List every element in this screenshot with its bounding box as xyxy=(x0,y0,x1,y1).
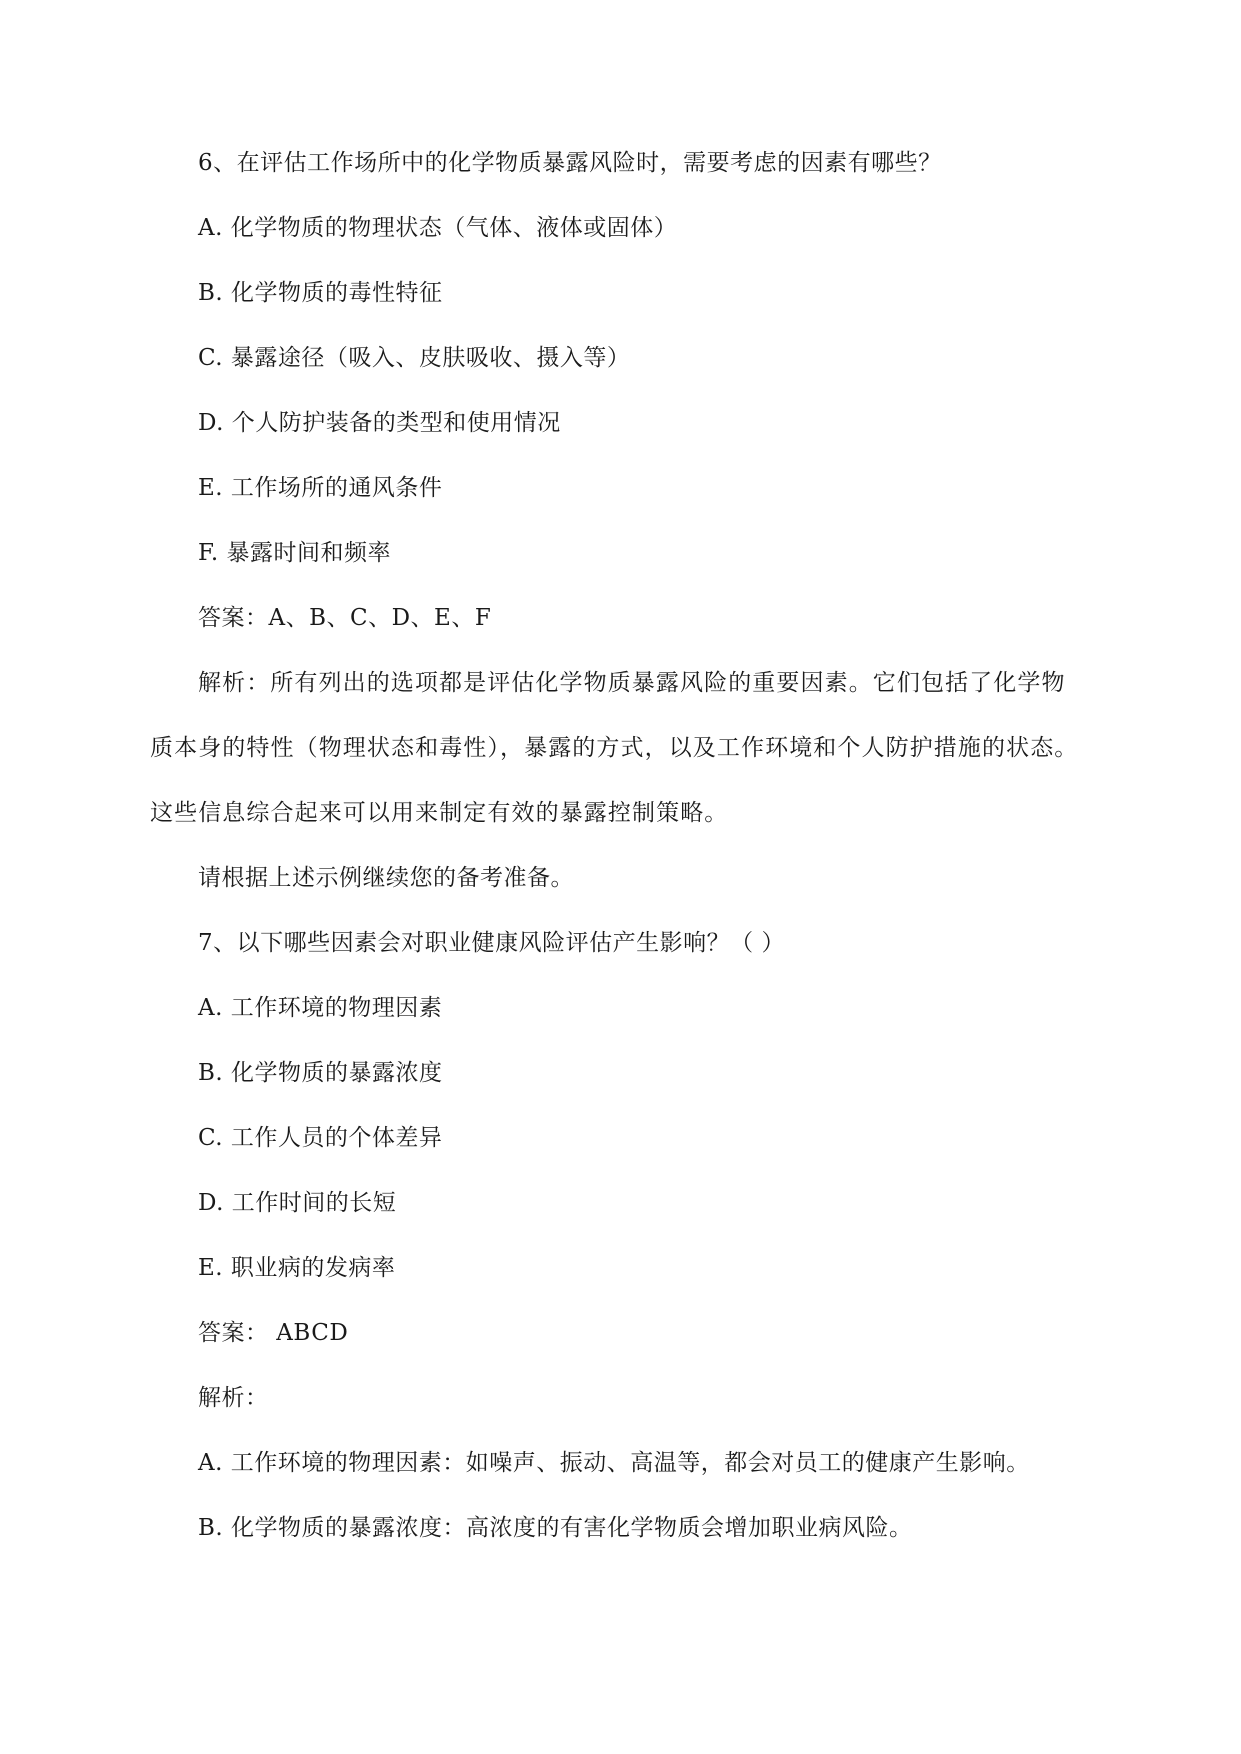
q6-option-f: F. 暴露时间和频率 xyxy=(198,540,391,566)
q7-analysis-label: 解析： xyxy=(198,1385,269,1411)
q6-analysis-line-1: 解析：所有列出的选项都是评估化学物质暴露风险的重要因素。它们包括了化学物 xyxy=(198,670,1066,696)
study-note: 请根据上述示例继续您的备考准备。 xyxy=(198,865,574,891)
q7-answer: 答案： ABCD xyxy=(198,1320,349,1346)
q7-option-a: A. 工作环境的物理因素 xyxy=(198,995,443,1021)
q7-option-e: E. 职业病的发病率 xyxy=(198,1255,396,1281)
q6-analysis-line-2: 质本身的特性（物理状态和毒性），暴露的方式，以及工作环境和个人防护措施的状态。 xyxy=(150,735,1079,761)
question-7: 7、以下哪些因素会对职业健康风险评估产生影响？（ ） xyxy=(198,930,785,956)
q7-analysis-item-a: A. 工作环境的物理因素：如噪声、振动、高温等，都会对员工的健康产生影响。 xyxy=(198,1450,1030,1476)
q6-option-c: C. 暴露途径（吸入、皮肤吸收、摄入等） xyxy=(198,345,631,371)
question-6: 6、在评估工作场所中的化学物质暴露风险时，需要考虑的因素有哪些？ xyxy=(198,150,942,176)
q6-answer: 答案：A、B、C、D、E、F xyxy=(198,605,492,631)
q7-option-d: D. 工作时间的长短 xyxy=(198,1190,397,1216)
q6-option-d: D. 个人防护装备的类型和使用情况 xyxy=(198,410,561,436)
q6-option-b: B. 化学物质的毒性特征 xyxy=(198,280,443,306)
q7-analysis-item-b: B. 化学物质的暴露浓度：高浓度的有害化学物质会增加职业病风险。 xyxy=(198,1515,913,1541)
q7-option-c: C. 工作人员的个体差异 xyxy=(198,1125,443,1151)
q6-option-a: A. 化学物质的物理状态（气体、液体或固体） xyxy=(198,215,678,241)
q6-analysis-line-3: 这些信息综合起来可以用来制定有效的暴露控制策略。 xyxy=(150,800,729,826)
q6-option-e: E. 工作场所的通风条件 xyxy=(198,475,443,501)
q7-option-b: B. 化学物质的暴露浓度 xyxy=(198,1060,443,1086)
